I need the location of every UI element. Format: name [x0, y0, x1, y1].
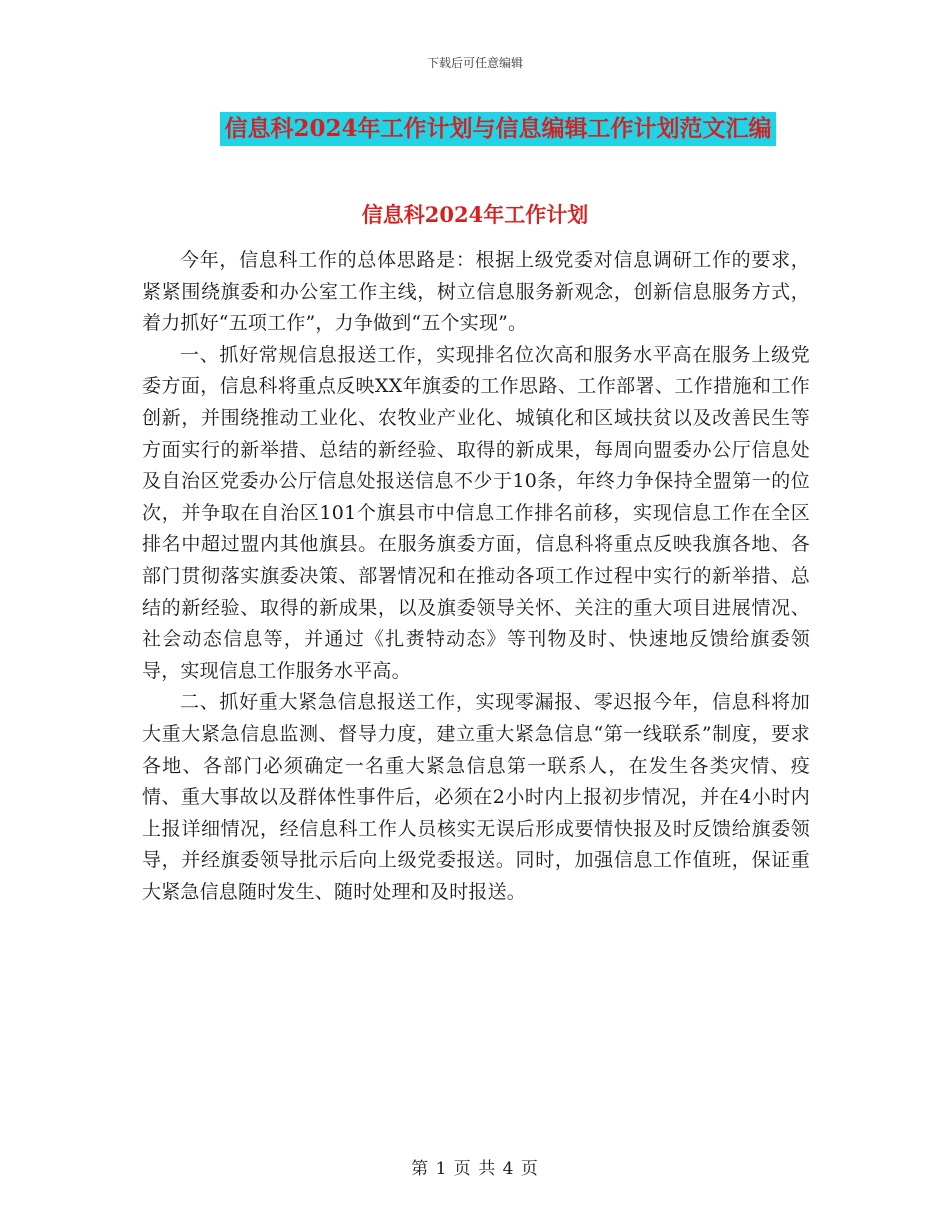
document-title: 信息科2024年工作计划与信息编辑工作计划范文汇编 [220, 112, 775, 146]
paragraph-intro: 今年，信息科工作的总体思路是：根据上级党委对信息调研工作的要求，紧紧围绕旗委和办公室工作主线，树立信息服务新观念，创新信息服务方式，着力抓好“五项工作”，力争做到“五个实现”。 [142, 249, 810, 335]
section-title: 信息科2024年工作计划 [361, 202, 589, 227]
page-indicator: 第 1 页 共 4 页 [411, 1159, 539, 1179]
paragraph-item-one: 一、抓好常规信息报送工作，实现排名位次高和服务水平高在服务上级党委方面，信息科将重点反映XX年旗委的工作思路、工作部署、工作措施和工作创新，并围绕推动工业化、农牧业产业化、城镇化和区域扶贫以及改善民生等方面实行的新举措、总结的新经验、取得的新成果，每周向盟委办公厅信息处及自治区党委办公厅信息处报送信息不少于10条，年终力争保持全盟第一的位次，并争取在自治区101个旗县市中信息工作排名前移，实现信息工作在全区排名中超过盟内其他旗县。在服务旗委方面，信息科将重点反映我旗各地、各部门贯彻落实旗委决策、部署情况和在推动各项工作过程中实行的新举措、总结的新经验、取得的新成果，以及旗委领导关怀、关注的重大项目进展情况、社会动态信息等，并通过《扎赉特动态》等刊物及时、快速地反馈给旗委领导，实现信息工作服务水平高。 [142, 343, 810, 682]
paragraph-item-two: 二、抓好重大紧急信息报送工作，实现零漏报、零迟报今年，信息科将加大重大紧急信息监测、督导力度，建立重大紧急信息“第一线联系”制度，要求各地、各部门必须确定一名重大紧急信息第一联系人，在发生各类灾情、疫情、重大事故以及群体性事件后，必须在2小时内上报初步情况，并在4小时内上报详细情况，经信息科工作人员核实无误后形成要情快报及时反馈给旗委领导，并经旗委领导批示后向上级党委报送。同时，加强信息工作值班，保证重大紧急信息随时发生、随时处理和及时报送。 [142, 691, 810, 903]
body-text [142, 245, 810, 908]
document-title-wrapper [0, 112, 950, 146]
header-note: 下载后可任意编辑 [426, 56, 523, 70]
